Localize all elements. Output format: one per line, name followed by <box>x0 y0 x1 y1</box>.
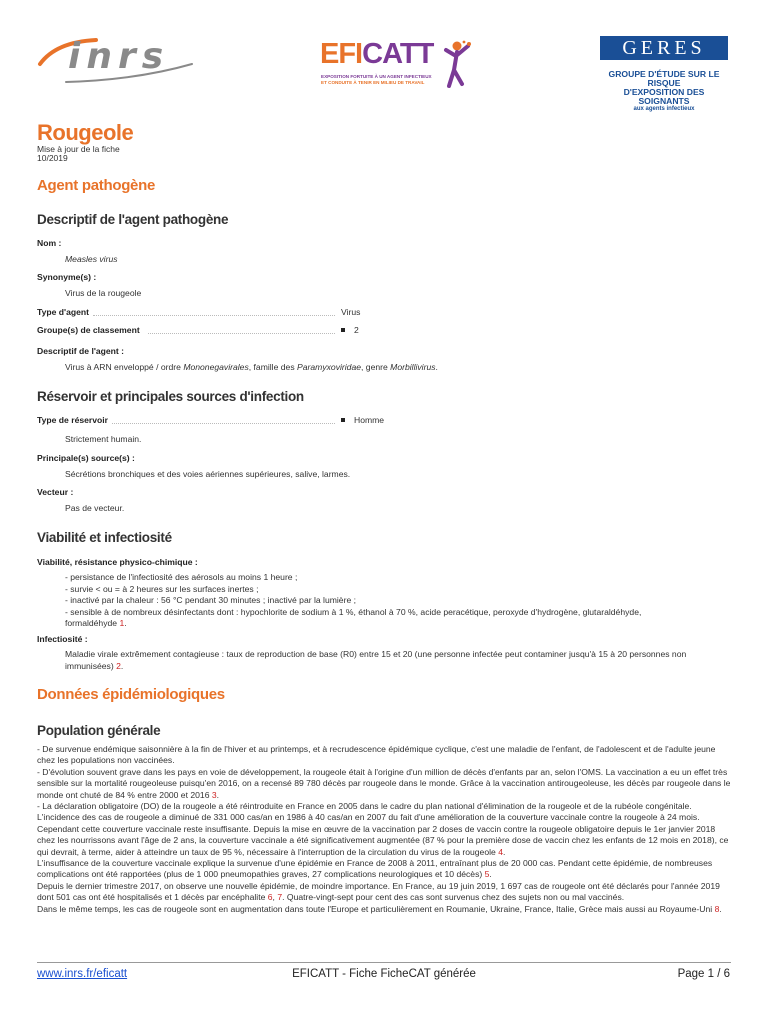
section-heading-agent: Agent pathogène <box>37 177 155 194</box>
source-value: Sécrétions bronchiques et des voies aériennes supérieures, salive, larmes. <box>65 469 351 479</box>
groupe-value: 2 <box>341 325 359 335</box>
subheading-population: Population générale <box>37 723 161 738</box>
subheading-viabilite: Viabilité et infectiosité <box>37 530 172 545</box>
descriptif-agent-value: Virus à ARN enveloppé / ordre Mononegavirales, famille des Paramyxoviridae, genre Morbillivirus. <box>65 362 438 372</box>
geres-logo[interactable] <box>600 36 730 112</box>
reference-link[interactable]: 4 <box>498 846 503 857</box>
vecteur-value: Pas de vecteur. <box>65 503 125 513</box>
bullet-icon <box>341 418 345 422</box>
type-reservoir-value: Homme <box>341 415 384 425</box>
reference-link[interactable]: 7 <box>277 892 283 903</box>
page-number: Page 1 / 6 <box>677 968 730 980</box>
reference-link[interactable]: 1 <box>119 618 125 628</box>
type-reservoir-desc: Strictement humain. <box>65 434 142 444</box>
footer-link[interactable]: www.inrs.fr/eficatt <box>37 968 128 980</box>
resistance-value: - persistance de l'infectiosité des aérosols au moins 1 heure ; - survie < ou = à 2 heures sur les surfaces inertes ; - inactivé par la chaleur : 56 °C pendant 30 minutes ; inactivé par la lumière ; - sensible à de nombreux désinfectants dont : hypochlorite de sodium à 1 %, éthanol à 70 %, acide peracétique, peroxyde d'hydrogène, glutaraldéhyde, formaldéhyde 1. <box>65 572 642 628</box>
reference-link[interactable]: 8 <box>714 903 720 914</box>
groupe-label: Groupe(s) de classement <box>37 325 140 335</box>
nom-label: Nom : <box>37 238 62 248</box>
dotted-leader <box>112 423 335 424</box>
eficatt-logo[interactable] <box>320 38 480 98</box>
infectiosite-value: Maladie virale extrêmement contagieuse : taux de reproduction de base (R0) entre 15 et 20 (une personne infectée peut contaminer jusqu'à 15 à 20 personnes non immunisées) 2. <box>65 649 687 671</box>
descriptif-agent-label: Descriptif de l'agent : <box>37 346 125 356</box>
inrs-logo[interactable] <box>36 34 196 86</box>
nom-value: Measles virus <box>65 254 118 264</box>
inrs-logo-text: inrs <box>68 36 170 77</box>
type-reservoir-label: Type de réservoir <box>37 415 109 425</box>
dotted-leader <box>93 315 335 316</box>
reference-link[interactable]: 2 <box>116 660 121 671</box>
reference-link[interactable]: 3 <box>211 789 217 800</box>
source-label: Principale(s) source(s) : <box>37 453 135 463</box>
subheading-descriptif: Descriptif de l'agent pathogène <box>37 212 229 227</box>
footer-title: EFICATT - Fiche FicheCAT générée <box>292 968 476 980</box>
synonyme-value: Virus de la rougeole <box>65 288 142 298</box>
geres-logo-subtitle: GROUPE D'ÉTUDE SUR LE RISQUE D'EXPOSITION DES SOIGNANTS aux agents infectieux <box>608 69 720 112</box>
type-agent-label: Type d'agent <box>37 307 90 317</box>
footer-divider <box>37 962 731 963</box>
reference-link[interactable]: 5 <box>484 869 490 880</box>
type-agent-value: Virus <box>341 307 361 317</box>
section-heading-epidemio: Données épidémiologiques <box>37 686 225 703</box>
resistance-label: Viabilité, résistance physico-chimique : <box>37 557 198 567</box>
synonyme-label: Synonyme(s) : <box>37 272 97 282</box>
geres-logo-text: GERES <box>600 36 728 60</box>
vecteur-label: Vecteur : <box>37 487 74 497</box>
bullet-icon <box>341 328 345 332</box>
subheading-reservoir: Réservoir et principales sources d'infection <box>37 389 304 404</box>
page-header <box>0 0 768 110</box>
reference-link[interactable]: 6 <box>267 892 273 903</box>
page-title: Rougeole <box>37 120 134 145</box>
eficatt-logo-text: EFICATT <box>320 38 434 70</box>
eficatt-logo-subtitle: EXPOSITION FORTUITE À UN AGENT INFECTIEUX ET CONDUITE À TENIR EN MILIEU DE TRAVAIL <box>321 74 432 85</box>
eficatt-figure-icon <box>442 40 474 88</box>
epidemio-text: - De survenue endémique saisonnière à la fin de l'hiver et au printemps, et à recrudescence épidémique cyclique, c'est une maladie de l'enfant, de l'adolescent et de l'adulte jeune chez les populations non vaccinées. - D'évolution souvent grave dans les pays en voie de développement, la rougeole était à l'origine d'un million de décès d'enfants par an, selon l'OMS. La vaccination a eu un effet très sensible sur la mortalité rougeoleuse puisqu'en 2016, on a recensé 89 780 décès par rougeole dans le monde. Grâce à la vaccination antirougeoleuse, les décès par rougeole dans le monde ont chuté de 84 % entre 2000 et 2016 3. - La déclaration obligatoire (DO) de la rougeole a été réintroduite en France en 2005 dans le cadre du plan national d'élimination de la rougeole et de la rubéole congénitale. L'incidence des cas de rougeole a diminué de 331 000 cas/an en 1986 à 40 cas/an en 2007 du fait d'une amélioration de la couverture vaccinale contre la rougeole à 24 mois. Cependant cette couverture vaccinale reste insuffisante. Depuis la mise en œuvre de la vaccination par 2 doses de vaccin contre la rougeole obligatoire depuis le 1er janvier 2018 chez les nourrissons avant l'âge de 2 ans, la couverture vaccinale a été significativement augmentée (87 % pour la première dose de vaccin chez les enfants de 12 mois en 2018), ce qui devrait, à terme, aider à atteindre un taux de 95 %, nécessaire à l'interruption de la circulation du virus de la rougeole 4. L'insuffisance de la couverture vaccinale explique la survenue d'une épidémie en France de 2008 à 2011, entraînant plus de 20 000 cas. Pendant cette épidémie, de nombreuses complications ont été rapportées (plus de 1 000 pneumopathies graves, 27 complications neurologiques et 10 décès) 5. Depuis le dernier trimestre 2017, on observe une nouvelle épidémie, de moindre importance. En France, au 19 juin 2019, 1 697 cas de rougeole ont été déclarés pour l'année 2019 dont 501 cas ont été hospitalisés et 1 décès par encéphalite 6, 7. Quatre-vingt-sept pour cent des cas sont survenus chez des sujets non ou mal vaccinés. Dans le même temps, les cas de rougeole sont en augmentation dans toute l'Europe et particulièrement en Roumanie, Ukraine, France, Italie, Grèce mais aussi au Royaume-Uni 8. <box>37 744 731 914</box>
dotted-leader <box>148 333 335 334</box>
infectiosite-label: Infectiosité : <box>37 634 88 644</box>
update-info: Mise à jour de la fiche 10/2019 <box>37 144 120 163</box>
